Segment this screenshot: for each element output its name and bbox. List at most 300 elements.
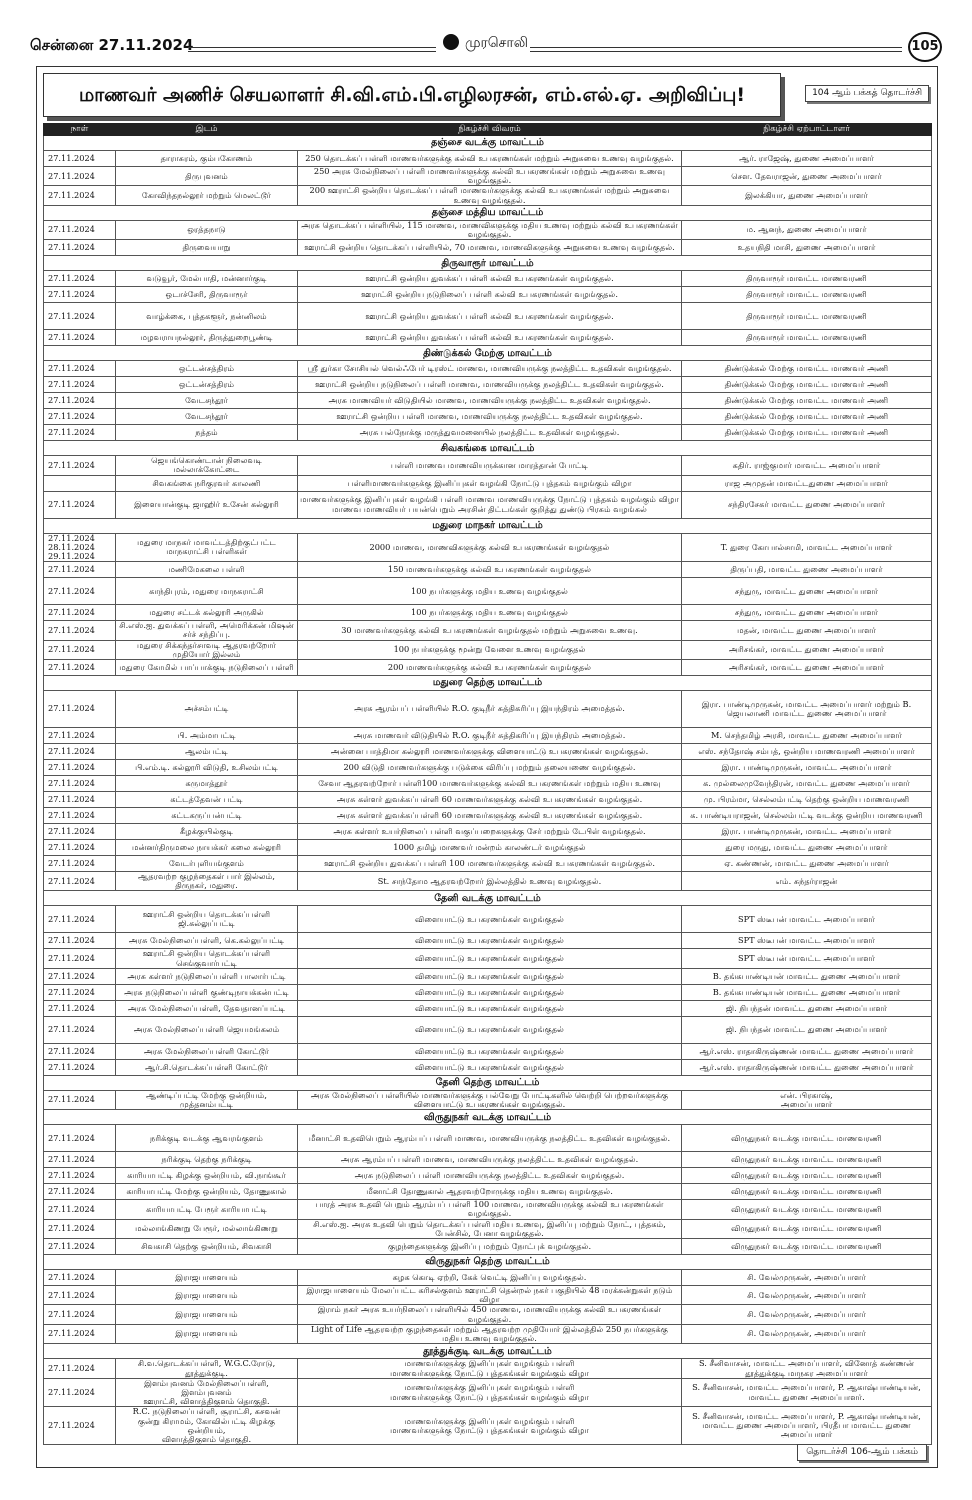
district-name: விருதுநகர் வடக்கு மாவட்டம் bbox=[44, 1110, 932, 1125]
district-header-row bbox=[44, 1110, 932, 1125]
cell-date: 27.11.2024 bbox=[44, 906, 116, 933]
cell-organizer: விருதுநகர் வடக்கு மாவட்ட மாணவரணி bbox=[682, 1168, 932, 1184]
cell-place: ஆலம்பட்டி bbox=[116, 744, 298, 760]
table-row bbox=[44, 744, 932, 760]
cell-place: ஆர்.சி.தொடக்கப்பள்ளி கோட்டூர் bbox=[116, 1059, 298, 1075]
cell-date: 27.11.2024 bbox=[44, 220, 116, 239]
cell-place: ஊராட்சி ஒன்றிய தொடக்கப்பள்ளி செங்குவார்பட்டி bbox=[116, 949, 298, 968]
district-name: தஞ்சை மத்திய மாவட்டம் bbox=[44, 205, 932, 220]
cell-date: 27.11.2024 bbox=[44, 856, 116, 872]
cell-organizer: ஆர்.எஸ். ராதாகிருஷ்ணன் மாவட்ட துணை அமைப்பாளர் bbox=[682, 1043, 932, 1059]
cell-event: அரசு ஆரம்பப் பள்ளியில் R.O. குடிநீர் சுத்திகரிப்பு இயந்திரம் அமைத்தல். bbox=[298, 691, 682, 728]
cell-event: அரசு ஆரம்பப் பள்ளி மாணவ, மாணவியருக்கு நலத்திட்ட உதவிகள் வழங்குதல். bbox=[298, 1152, 682, 1168]
cell-event: இராஜபாளையம் மேலப்பட்ட கரிசல்குளம் ஊராட்சி தென்றல் நகர் பகுதியில் 48 மரக்கன்றுகள் நடும் விழா bbox=[298, 1286, 682, 1305]
cell-event: 200 மாணவர்களுக்கு கல்வி உபகரணங்கள் வழங்குதல் bbox=[298, 660, 682, 676]
cell-date: 27.11.2024 28.11.2024 29.11.2024 bbox=[44, 533, 116, 562]
cell-place: ஒடாச்சேரி, திருவாரூர் bbox=[116, 287, 298, 303]
cell-event: கழக கொடி ஏற்றி, கேக் வெட்டி இனிப்பு வழங்குதல். bbox=[298, 1270, 682, 1286]
cell-event: அரசு கள்ளர் உயர்நிலைப் பள்ளி வகுப்பறைகளுக்கு சேர் மற்றும் டேபிள் வழங்குதல். bbox=[298, 824, 682, 840]
cell-place: அரசு மேல்நிலைப்பள்ளி கோட்டூர் bbox=[116, 1043, 298, 1059]
cell-organizer: க. பாண்டியராஜன், செல்லம்பட்டி வடக்கு ஒன்றிய மாணவரணி bbox=[682, 808, 932, 824]
table-row bbox=[44, 409, 932, 425]
cell-event: அரசு கள்ளர் துவக்கப்பள்ளி 60 மாணவர்களுக்கு கல்வி உபகரணங்கள் வழங்குதல். bbox=[298, 808, 682, 824]
cell-event: சி.எஸ்.ஐ. அரசு உதவி பெறும் தொடக்கப் பள்ளி மதிய உணவு, இனிப்பு மற்றும் நோட், புத்தகம், பேன்சில், பேனா வழங்குதல். bbox=[298, 1219, 682, 1238]
schedule-body bbox=[44, 136, 932, 1445]
cell-place: காரியாபட்டி பேரூர் காரியாபட்டி bbox=[116, 1200, 298, 1219]
table-row bbox=[44, 691, 932, 728]
table-row bbox=[44, 728, 932, 744]
district-name: திண்டுக்கல் மேற்கு மாவட்டம் bbox=[44, 346, 932, 361]
cell-date: 27.11.2024 bbox=[44, 933, 116, 949]
district-name: தேனி வடக்கு மாவட்டம் bbox=[44, 891, 932, 906]
cell-place: வேடசந்தூர் bbox=[116, 409, 298, 425]
cell-date: 27.11.2024 bbox=[44, 491, 116, 518]
cell-date: 27.11.2024 bbox=[44, 1286, 116, 1305]
table-row bbox=[44, 1324, 932, 1343]
cell-organizer: அரிசங்கர், மாவட்ட துணை அமைப்பாளர் bbox=[682, 660, 932, 676]
table-row bbox=[44, 1184, 932, 1200]
cell-date: 27.11.2024 bbox=[44, 1359, 116, 1378]
cell-organizer: S. சீனிவாசன், மாவட்ட அமைப்பாளர், வினோத் கண்ணன் தூத்துக்குடி மாநகர அமைப்பாளர் bbox=[682, 1359, 932, 1378]
table-row bbox=[44, 984, 932, 1000]
cell-date: 27.11.2024 bbox=[44, 621, 116, 640]
masthead-city-date: சென்னை 27.11.2024 bbox=[30, 36, 194, 54]
district-name: தூத்துக்குடி வடக்கு மாவட்டம் bbox=[44, 1344, 932, 1359]
cell-event: மீனாட்சி உதவிபெறும் ஆரம்பப் பள்ளி மாணவ, மாணவியருக்கு நலத்திட்ட உதவிகள் வழங்குதல். bbox=[298, 1125, 682, 1152]
cell-event: அரசு நடுநிலைப் பள்ளி மாணவியருக்கு நலத்திட்ட உதவிகள் வழங்குதல். bbox=[298, 1168, 682, 1184]
cell-place: மன்னர்திருமலை நாயக்கர் கலை கல்லூரி bbox=[116, 840, 298, 856]
table-row bbox=[44, 475, 932, 491]
cell-date: 27.11.2024 bbox=[44, 377, 116, 393]
cell-organizer: சி. வேல்முருகன், அமைப்பாளர் bbox=[682, 1305, 932, 1324]
cell-date: 27.11.2024 bbox=[44, 1270, 116, 1286]
cell-organizer: ஆர். ராஜேஷ், துணை அமைப்பாளர் bbox=[682, 151, 932, 167]
table-row bbox=[44, 425, 932, 441]
table-row bbox=[44, 1219, 932, 1238]
cell-organizer: அரிசங்கர், மாவட்ட துணை அமைப்பாளர் bbox=[682, 640, 932, 659]
cell-place: மல்லாங்கிணறு பேரூர், மல்லாங்கிணறு bbox=[116, 1219, 298, 1238]
table-row bbox=[44, 824, 932, 840]
cell-event: ஊராட்சி ஒன்றிய பள்ளி மாணவ, மாணவியருக்கு நலத்திட்ட உதவிகள் வழங்குதல். bbox=[298, 409, 682, 425]
continued-to-label: தொடர்ச்சி 106-ஆம் பக்கம் bbox=[797, 1444, 927, 1461]
cell-event: ஊராட்சி ஒன்றிய நடுநிலைப் பள்ளி கல்வி உபகரணங்கள் வழங்குதல். bbox=[298, 287, 682, 303]
cell-place: இளம்புவனம் மேல்நிலைப்பள்ளி, இளம்புவனம் ஊராட்சி, விளாத்திகுளம் தொகுதி. bbox=[116, 1378, 298, 1407]
cell-event: அன்னை பாத்திமா கல்லூரி மாணவர்களுக்கு விளையாட்டு உபகரணங்கள் வழங்குதல். bbox=[298, 744, 682, 760]
table-row bbox=[44, 1239, 932, 1255]
cell-date: 27.11.2024 bbox=[44, 1152, 116, 1168]
cell-date: 27.11.2024 bbox=[44, 1219, 116, 1238]
masthead bbox=[30, 32, 942, 62]
masthead-rule-right bbox=[530, 47, 902, 52]
column-header-organizer: நிகழ்ச்சி ஏற்பாட்டாளர் bbox=[682, 124, 932, 136]
cell-organizer: S. சீனிவாசன், மாவட்ட அமைப்பாளர், P. ஆகாஷ்பாண்டியன், மாவட்ட துணை அமைப்பாளர், பிரதீபா மாவட்ட துணை அமைப்பாளர் bbox=[682, 1407, 932, 1445]
cell-place: சி.எஸ்.ஐ. துவக்கப் பள்ளி, அமெரிக்கன் மிஷன் சர்ச் சந்திப்பு. bbox=[116, 621, 298, 640]
table-row bbox=[44, 1270, 932, 1286]
cell-organizer: இரா. பாண்டிமுருகன், மாவட்ட அமைப்பாளர் மற்றும் B. ஜெயலாணி மாவட்ட துணை அமைப்பாளர் bbox=[682, 691, 932, 728]
table-row bbox=[44, 1016, 932, 1043]
cell-date: 27.11.2024 bbox=[44, 640, 116, 659]
cell-date: 27.11.2024 bbox=[44, 1125, 116, 1152]
cell-date: 27.11.2024 bbox=[44, 186, 116, 205]
district-header-row bbox=[44, 891, 932, 906]
table-row bbox=[44, 578, 932, 605]
cell-organizer: க. முல்லைமுவேந்திரன், மாவட்ட துணை அமைப்பாளர் bbox=[682, 776, 932, 792]
cell-place: பி. அம்மாபட்டி bbox=[116, 728, 298, 744]
column-header-date: நாள் bbox=[44, 124, 116, 136]
district-header-row bbox=[44, 1344, 932, 1359]
table-row bbox=[44, 220, 932, 239]
district-header-row bbox=[44, 136, 932, 151]
cell-date: 27.11.2024 bbox=[44, 984, 116, 1000]
cell-event: 250 தொடக்கப் பள்ளி மாணவர்களுக்கு கல்வி உபகரணங்கள் மற்றும் அறுசுவை உணவு வழங்குதல். bbox=[298, 151, 682, 167]
table-row bbox=[44, 1407, 932, 1445]
cell-place: ஆண்டிப்பட்டி மேற்கு ஒன்றியம், முத்தனம்பட்டி bbox=[116, 1090, 298, 1109]
cell-place: மணிமேகலை பள்ளி bbox=[116, 562, 298, 578]
table-row bbox=[44, 1200, 932, 1219]
cell-place: ஒட்டன்சத்திரம் bbox=[116, 361, 298, 377]
table-row bbox=[44, 933, 932, 949]
table-row bbox=[44, 1125, 932, 1152]
masthead-rule-left bbox=[188, 47, 436, 52]
district-header-row bbox=[44, 346, 932, 361]
cell-organizer: திருவாரூர் மாவட்ட மாணவரணி bbox=[682, 330, 932, 346]
table-row bbox=[44, 856, 932, 872]
table-row bbox=[44, 533, 932, 562]
cell-event: விளையாட்டு உபகரணங்கள் வழங்குதல் bbox=[298, 1059, 682, 1075]
table-row bbox=[44, 1000, 932, 1016]
cell-date: 27.11.2024 bbox=[44, 872, 116, 891]
table-row bbox=[44, 377, 932, 393]
continued-from-label: 104 ஆம் பக்கத் தொடர்ச்சி bbox=[805, 85, 929, 102]
table-row bbox=[44, 760, 932, 776]
cell-place: தாராசுரம், கும்பகோணம் bbox=[116, 151, 298, 167]
cell-event: 1000 தமிழ் மாணவர் மன்றம் காலண்டர் வழங்குதல் bbox=[298, 840, 682, 856]
table-row bbox=[44, 1168, 932, 1184]
cell-event: சேவா ஆதரவற்றோர் பள்ளி100 மாணவர்களுக்கு கல்வி உபகரணங்கள் மற்றும் மதிய உணவு bbox=[298, 776, 682, 792]
cell-place: இராஜபாளையம் bbox=[116, 1270, 298, 1286]
cell-organizer: விருதுநகர் வடக்கு மாவட்ட மாணவரணி bbox=[682, 1184, 932, 1200]
table-row bbox=[44, 240, 932, 256]
cell-organizer: ம. ஆனந், துணை அமைப்பாளர் bbox=[682, 220, 932, 239]
cell-event: அரசு மாணவியர் விடுதியில் மாணவ, மாணவியருக்கு நலத்திட்ட உதவிகள் வழங்குதல். bbox=[298, 393, 682, 409]
cell-date: 27.11.2024 bbox=[44, 287, 116, 303]
cell-event: மீனாட்சி தோணுகால் ஆதரவற்றோருக்கு மதிய உணவு வழங்குதல். bbox=[298, 1184, 682, 1200]
cell-place: நரிக்குடி தெற்கு நரிக்குடி bbox=[116, 1152, 298, 1168]
cell-event: 100 நபர்களுக்கு மூன்று வேளை உணவு வழங்குதல் bbox=[298, 640, 682, 659]
cell-place: அரசு மேல்நிலைப்பள்ளி, தேவதானப்பட்டி bbox=[116, 1000, 298, 1016]
cell-place: வேடர்புளியங்குளம் bbox=[116, 856, 298, 872]
cell-organizer: திருப்பதி, மாவட்ட துணை அமைப்பாளர் bbox=[682, 562, 932, 578]
cell-event: மாணவர்களுக்கு இனிப்புகள் வழங்கும் பள்ளி மாணவர்களுக்கு நோட்டு புத்தகங்கள் வழங்கும் விழா bbox=[298, 1407, 682, 1445]
cell-organizer: இரா. பாண்டிமுருகன், மாவட்ட அமைப்பாளர் bbox=[682, 760, 932, 776]
cell-date: 27.11.2024 bbox=[44, 1168, 116, 1184]
cell-date: 27.11.2024 bbox=[44, 968, 116, 984]
table-row bbox=[44, 1286, 932, 1305]
cell-organizer: சி. வேல்முருகன், அமைப்பாளர் bbox=[682, 1286, 932, 1305]
cell-organizer: எம். சுந்தர்ராஜன் bbox=[682, 872, 932, 891]
cell-organizer: விருதுநகர் வடக்கு மாவட்ட மாணவரணி bbox=[682, 1239, 932, 1255]
cell-date: 27.11.2024 bbox=[44, 808, 116, 824]
cell-place: அரசு மேல்நிலைப்பள்ளி ஜெயமங்கலம் bbox=[116, 1016, 298, 1043]
cell-organizer: T. துரை கோபால்சாமி, மாவட்ட அமைப்பாளர் bbox=[682, 533, 932, 562]
cell-place: சி.வ.தொடக்கப்பள்ளி, W.G.C.ரோடு, தூத்துக்குடி. bbox=[116, 1359, 298, 1378]
cell-event: விளையாட்டு உபகரணங்கள் வழங்குதல் bbox=[298, 984, 682, 1000]
cell-organizer: விருதுநகர் வடக்கு மாவட்ட மாணவரணி bbox=[682, 1200, 932, 1219]
cell-organizer: சந்துரு, மாவட்ட துணை அமைப்பாளர் bbox=[682, 578, 932, 605]
cell-date: 27.11.2024 bbox=[44, 1043, 116, 1059]
table-row bbox=[44, 840, 932, 856]
cell-organizer: துரை மருது, மாவட்ட துணை அமைப்பாளர் bbox=[682, 840, 932, 856]
headline-box bbox=[43, 73, 781, 117]
cell-place: காரியாபட்டி கிழக்கு ஒன்றியம், வி.நாங்கூர் bbox=[116, 1168, 298, 1184]
cell-organizer: SPT ஸ்டீபன் மாவட்ட அமைப்பாளர் bbox=[682, 949, 932, 968]
table-row bbox=[44, 640, 932, 659]
cell-organizer: இலக்கியா, துணை அமைப்பாளர் bbox=[682, 186, 932, 205]
cell-organizer: திருவாரூர் மாவட்ட மாணவரணி bbox=[682, 271, 932, 287]
cell-event: அரசு கள்ளர் துவக்கப்பள்ளி 60 மாணவர்களுக்கு கல்வி உபகரணங்கள் வழங்குதல். bbox=[298, 792, 682, 808]
cell-date: 27.11.2024 bbox=[44, 330, 116, 346]
district-name: மதுரை தெற்கு மாவட்டம் bbox=[44, 676, 932, 691]
cell-event: அரசு மாணவர் விடுதியில் R.O. குடிநீர் சுத்திகரிப்பு இயந்திரம் அமைத்தல். bbox=[298, 728, 682, 744]
cell-date: 27.11.2024 bbox=[44, 1200, 116, 1219]
table-row bbox=[44, 271, 932, 287]
table-row bbox=[44, 1090, 932, 1109]
table-row bbox=[44, 1305, 932, 1324]
cell-organizer: எஸ். சந்தோஷ் சம்பத், ஒன்றிய மாணவரணி அமைப்பாளர் bbox=[682, 744, 932, 760]
cell-organizer: திருவாரூர் மாவட்ட மாணவரணி bbox=[682, 287, 932, 303]
cell-date bbox=[44, 475, 116, 491]
cell-event: பள்ளிமாணவர்களுக்கு இனிப்புகள் வழங்கி நோட்டு புத்தகம் வழங்கும் விழா bbox=[298, 475, 682, 491]
cell-place: ஒரத்தநாடு bbox=[116, 220, 298, 239]
cell-date: 27.11.2024 bbox=[44, 361, 116, 377]
masthead-paper-name bbox=[443, 34, 528, 53]
cell-organizer: என். பிரகாஷ், அமைப்பாளர் bbox=[682, 1090, 932, 1109]
cell-place: R.C. நடுநிலைப்பள்ளி, சூராட்சி, கசவன் குன்று கிராமம், கோவில்பட்டி கிழக்கு ஒன்றியம், விளாத்திகுளம் தொகுதி. bbox=[116, 1407, 298, 1445]
cell-place: நரிக்குடி வடக்கு ஆவரங்குளம் bbox=[116, 1125, 298, 1152]
cell-organizer: கதிர். ராஜ்குமார் மாவட்ட அமைப்பாளர் bbox=[682, 456, 932, 475]
cell-place: சிவகாசி தெற்கு ஒன்றியம், சிவகாசி bbox=[116, 1239, 298, 1255]
cell-date: 27.11.2024 bbox=[44, 840, 116, 856]
cell-date: 27.11.2024 bbox=[44, 271, 116, 287]
cell-organizer: விருதுநகர் வடக்கு மாவட்ட மாணவரணி bbox=[682, 1125, 932, 1152]
cell-place: திருவையாறு bbox=[116, 240, 298, 256]
cell-organizer: ஜி. நிபந்தன் மாவட்ட துணை அமைப்பாளர் bbox=[682, 1000, 932, 1016]
cell-organizer: இரா. பாண்டிமுருகன், மாவட்ட அமைப்பாளர் bbox=[682, 824, 932, 840]
cell-date: 27.11.2024 bbox=[44, 1378, 116, 1407]
cell-organizer: திண்டுக்கல் மேற்கு மாவட்ட மாணவர் அணி bbox=[682, 377, 932, 393]
cell-organizer: திண்டுக்கல் மேற்கு மாவட்ட மாணவர் அணி bbox=[682, 393, 932, 409]
table-row bbox=[44, 287, 932, 303]
cell-date: 27.11.2024 bbox=[44, 1239, 116, 1255]
cell-date: 27.11.2024 bbox=[44, 760, 116, 776]
cell-date: 27.11.2024 bbox=[44, 456, 116, 475]
cell-place: கட்டகருப்பன்பட்டி bbox=[116, 808, 298, 824]
cell-place: இளையான்குடி ஜாஹிர் உசேன் கல்லூரி bbox=[116, 491, 298, 518]
cell-place: அரசு கள்ளர் நடுநிலைப்பள்ளி பாலார்பட்டி bbox=[116, 968, 298, 984]
table-row bbox=[44, 776, 932, 792]
cell-place: இராஜபாளையம் bbox=[116, 1286, 298, 1305]
cell-place: சிவகங்கை நரிகுரவர் காலணி bbox=[116, 475, 298, 491]
table-row bbox=[44, 1359, 932, 1378]
district-name: மதுரை மாநகர் மாவட்டம் bbox=[44, 518, 932, 533]
cell-date: 27.11.2024 bbox=[44, 562, 116, 578]
cell-place: ஒட்டன்சத்திரம் bbox=[116, 377, 298, 393]
cell-place: மழவராயநல்லூர், திருத்துறைபூண்டி bbox=[116, 330, 298, 346]
cell-date: 27.11.2024 bbox=[44, 776, 116, 792]
cell-place: கோவிந்தநல்லூர் மற்றும் மெலட்டூர் bbox=[116, 186, 298, 205]
table-header-row bbox=[44, 124, 932, 136]
cell-organizer: B. தங்கபாண்டியன் மாவட்ட துணை அமைப்பாளர் bbox=[682, 984, 932, 1000]
cell-event: St. சாந்தோம ஆதரவற்றோர் இல்லத்தில் உணவு வழங்குதல். bbox=[298, 872, 682, 891]
cell-event: பாரத் அரசு உதவி பெறும் ஆரம்பப் பள்ளி 100 மாணவ, மாணவியருக்கு கல்வி உபகரணங்கள் வழங்குதல். bbox=[298, 1200, 682, 1219]
cell-place: ஊராட்சி ஒன்றிய தொடக்கப்பள்ளி ஜி.கல்லுப்பட்டி bbox=[116, 906, 298, 933]
cell-event: மாணவர்களுக்கு இனிப்புகள் வழங்கும் பள்ளி மாணவர்களுக்கு நோட்டு புத்தகங்கள் வழங்கும் விழா bbox=[298, 1359, 682, 1378]
district-name: தஞ்சை வடக்கு மாவட்டம் bbox=[44, 136, 932, 151]
cell-organizer: திண்டுக்கல் மேற்கு மாவட்ட மாணவர் அணி bbox=[682, 425, 932, 441]
table-row bbox=[44, 621, 932, 640]
cell-date: 27.11.2024 bbox=[44, 1305, 116, 1324]
table-row bbox=[44, 605, 932, 621]
table-row bbox=[44, 393, 932, 409]
cell-organizer: SPT ஸ்டீபன் மாவட்ட அமைப்பாளர் bbox=[682, 906, 932, 933]
table-row bbox=[44, 491, 932, 518]
table-row bbox=[44, 968, 932, 984]
cell-date: 27.11.2024 bbox=[44, 1000, 116, 1016]
cell-place: இராஜபாளையம் bbox=[116, 1305, 298, 1324]
cell-date: 27.11.2024 bbox=[44, 949, 116, 968]
cell-date: 27.11.2024 bbox=[44, 824, 116, 840]
cell-date: 27.11.2024 bbox=[44, 425, 116, 441]
cell-place: இராஜபாளையம் bbox=[116, 1324, 298, 1343]
cell-place: ஆதரவற்ற குழந்தைகள் பார் இல்லம், திருநகர், மதுரை. bbox=[116, 872, 298, 891]
district-name: சிவகங்கை மாவட்டம் bbox=[44, 441, 932, 456]
cell-date: 27.11.2024 bbox=[44, 792, 116, 808]
cell-organizer: உதயநிதி மாசி, துணை அமைப்பாளர் bbox=[682, 240, 932, 256]
cell-date: 27.11.2024 bbox=[44, 744, 116, 760]
cell-date: 27.11.2024 bbox=[44, 1016, 116, 1043]
cell-place: காரியாபட்டி மேற்கு ஒன்றியம், தோணுகால் bbox=[116, 1184, 298, 1200]
cell-place: பி.எம்.டி. கல்லூரி விடுதி, உசிலம்பட்டி bbox=[116, 760, 298, 776]
cell-organizer: செள. தேவராஜன், துணை அமைப்பாளர் bbox=[682, 167, 932, 186]
table-row bbox=[44, 1152, 932, 1168]
cell-date: 27.11.2024 bbox=[44, 393, 116, 409]
cell-event: பள்ளி மாணவ மாணவியருக்கான மாரத்தான் போட்டி bbox=[298, 456, 682, 475]
cell-event: 150 மாணவர்களுக்கு கல்வி உபகரணங்கள் வழங்குதல் bbox=[298, 562, 682, 578]
cell-organizer: சந்துரு, மாவட்ட துணை அமைப்பாளர் bbox=[682, 605, 932, 621]
cell-organizer: சி. வேல்முருகன், அமைப்பாளர் bbox=[682, 1324, 932, 1343]
cell-place: மதுரை சட்டக் கல்லூரி அருகில் bbox=[116, 605, 298, 621]
district-header-row bbox=[44, 205, 932, 220]
cell-event: விளையாட்டு உபகரணங்கள் வழங்குதல் bbox=[298, 1016, 682, 1043]
table-row bbox=[44, 167, 932, 186]
cell-date: 27.11.2024 bbox=[44, 691, 116, 728]
cell-organizer: ராஜ அமுதன் மாவட்டதுணை அமைப்பாளர் bbox=[682, 475, 932, 491]
district-header-row bbox=[44, 256, 932, 271]
cell-place: ஜெயங்கொண்டான் நிலைவடி மல்லாக்கோட்டை bbox=[116, 456, 298, 475]
cell-event: 200 விடுதி மாணவர்களுக்கு படுக்கை விரிப்பு மற்றும் தலையணை வழங்குதல். bbox=[298, 760, 682, 776]
cell-event: ஊராட்சி ஒன்றிய துவக்கப் பள்ளி கல்வி உபகரணங்கள் வழங்குதல். bbox=[298, 271, 682, 287]
table-row bbox=[44, 151, 932, 167]
cell-date: 27.11.2024 bbox=[44, 1059, 116, 1075]
cell-place: மதுரை மாநகர் மாவட்டத்திற்குட்பட்ட மாநகராட்சி பள்ளிகள் bbox=[116, 533, 298, 562]
cell-place: வேடசந்தூர் bbox=[116, 393, 298, 409]
district-header-row bbox=[44, 441, 932, 456]
table-row bbox=[44, 660, 932, 676]
cell-event: மாணவர்களுக்கு இனிப்புகள் வழங்கும் பள்ளி மாணவர்களுக்கு நோட்டு புத்தகங்கள் வழங்கும் விழா bbox=[298, 1378, 682, 1407]
table-row bbox=[44, 330, 932, 346]
cell-event: 200 ஊராட்சி ஒன்றிய தொடக்கப் பள்ளி மாணவர்களுக்கு கல்வி உபகரணங்கள் மற்றும் அறுசுவை உணவு வழங்குதல். bbox=[298, 186, 682, 205]
cell-place: அச்சம்பட்டி bbox=[116, 691, 298, 728]
cell-event: 30 மாணவர்களுக்கு கல்வி உபகரணங்கள் வழங்குதல் மற்றும் அறுசுவை உணவு. bbox=[298, 621, 682, 640]
cell-event: ஊராட்சி ஒன்றிய துவக்கப் பள்ளி 100 மாணவர்களுக்கு கல்வி உபகரணங்கள் வழங்குதல். bbox=[298, 856, 682, 872]
cell-event: 100 நபர்களுக்கு மதிய உணவு வழங்குதல் bbox=[298, 605, 682, 621]
table-row bbox=[44, 792, 932, 808]
cell-date: 27.11.2024 bbox=[44, 605, 116, 621]
cell-event: அரசு மேல்நிலைப் பள்ளியில் மாணவர்களுக்கு பல்வேறு போட்டிகளில் வெற்றி பெற்றவர்களுக்கு விளையாட்டு உபகரணங்கள் வழங்குதல். bbox=[298, 1090, 682, 1109]
district-name: தேனி தெற்கு மாவட்டம் bbox=[44, 1075, 932, 1090]
cell-event: விளையாட்டு உபகரணங்கள் வழங்குதல் bbox=[298, 1000, 682, 1016]
cell-event: குழந்தைகளுக்கு இனிப்பு மற்றும் நோட்புக் வழங்குதல். bbox=[298, 1239, 682, 1255]
cell-date: 27.11.2024 bbox=[44, 167, 116, 186]
cell-event: மாணவர்களுக்கு இனிப்புகள் வழங்கி பள்ளி மாணவ மாணவியருக்கு நோட்டு புத்தகம் வழங்கும் விழா மாணவ மாணவியர் பயன்பெறும் அரசின் திட்டங்கள் குறித்து துண்டு பிரசும் வழங்கல் bbox=[298, 491, 682, 518]
district-name: விருதுநகர் தெற்கு மாவட்டம் bbox=[44, 1255, 932, 1270]
cell-event: Light of Life ஆதரவற்ற குழந்தைகள் மற்றும் ஆதரவற்ற முதியோர் இல்லத்தில் 250 நபர்களுக்கு மதிய உணவு வழங்குதல். bbox=[298, 1324, 682, 1343]
district-header-row bbox=[44, 676, 932, 691]
paper-logo-icon bbox=[443, 34, 459, 50]
cell-organizer: S. சீனிவாசன், மாவட்ட அமைப்பாளர், P. ஆகாஷ்பாண்டியன், மாவட்ட துணை அமைப்பாளர். bbox=[682, 1378, 932, 1407]
cell-date: 27.11.2024 bbox=[44, 1407, 116, 1445]
table-row bbox=[44, 949, 932, 968]
cell-organizer: B. தங்கபாண்டியன் மாவட்ட துணை அமைப்பாளர் bbox=[682, 968, 932, 984]
column-header-event: நிகழ்ச்சி விவரம் bbox=[298, 124, 682, 136]
cell-event: அரசு தொடக்கப் பள்ளியில், 115 மாணவ, மாணவிகளுக்கு மதிய உணவு மற்றும் கல்வி உபகரணங்கள் வழங்குதல். bbox=[298, 220, 682, 239]
cell-place: அரசு மேல்நிலைப்பள்ளி, கெ.கல்லுப்பட்டி bbox=[116, 933, 298, 949]
cell-organizer: திருவாரூர் மாவட்ட மாணவரணி bbox=[682, 303, 932, 330]
cell-event: விளையாட்டு உபகரணங்கள் வழங்குதல் bbox=[298, 906, 682, 933]
cell-place: அரசு நடுநிலைப்பள்ளி குண்டிநாயக்கன்பட்டி bbox=[116, 984, 298, 1000]
cell-event: 250 அரசு மேல்நிலைப் பள்ளி மாணவர்களுக்கு கல்வி உபகரணங்கள் மற்றும் அறுசுவை உணவு வழங்குதல். bbox=[298, 167, 682, 186]
cell-place: கீழக்குயில்குடி bbox=[116, 824, 298, 840]
cell-organizer: ஆர்.எஸ். ராதாகிருஷ்ணன் மாவட்ட துணை அமைப்பாளர் bbox=[682, 1059, 932, 1075]
table-row bbox=[44, 186, 932, 205]
headline: மாணவர் அணிச் செயலாளர் சி.வி.எம்.பி.எழிலரசன், எம்.எல்.ஏ. அறிவிப்பு! bbox=[78, 84, 746, 106]
cell-organizer: மதன், மாவட்ட துணை அமைப்பாளர் bbox=[682, 621, 932, 640]
table-row bbox=[44, 808, 932, 824]
district-header-row bbox=[44, 1255, 932, 1270]
cell-date: 27.11.2024 bbox=[44, 1090, 116, 1109]
table-row bbox=[44, 562, 932, 578]
table-row bbox=[44, 303, 932, 330]
cell-place: வாழ்க்கை, புத்தகளூர், நன்னிலம் bbox=[116, 303, 298, 330]
cell-date: 27.11.2024 bbox=[44, 303, 116, 330]
cell-event: விளையாட்டு உபகரணங்கள் வழங்குதல் bbox=[298, 968, 682, 984]
cell-place: வடுவூர், மேல்பாதி, மன்னார்குடி bbox=[116, 271, 298, 287]
cell-event: அரசு பல்நோக்கு மருத்துவமனையில் நலத்திட்ட உதவிகள் வழங்குதல். bbox=[298, 425, 682, 441]
schedule-table bbox=[43, 123, 932, 1445]
page-number: 105 bbox=[908, 32, 942, 62]
cell-place: மதுரை சிக்கந்தர்சாவடி ஆதரவற்றோர் முதியோர் இல்லம் bbox=[116, 640, 298, 659]
cell-event: ஸ்ரீ துர்கா சோசியல் வெல்ஃபேர் டிரஸ்ட் மாணவ, மாணவியருக்கு நலத்திட்ட உதவிகள் வழங்குதல். bbox=[298, 361, 682, 377]
cell-organizer: SPT ஸ்டீபன் மாவட்ட அமைப்பாளர் bbox=[682, 933, 932, 949]
table-row bbox=[44, 906, 932, 933]
cell-organizer: மு. பிரம்மா, செல்லம்பட்டி தெற்கு ஒன்றிய மாணவரணி bbox=[682, 792, 932, 808]
cell-event: ஊராட்சி ஒன்றிய தொடக்கப் பள்ளியில், 70 மாணவ, மாணவிகளுக்கு அறுசுவை உணவு வழங்குதல். bbox=[298, 240, 682, 256]
cell-date: 27.11.2024 bbox=[44, 728, 116, 744]
column-header-place: இடம் bbox=[116, 124, 298, 136]
cell-date: 27.11.2024 bbox=[44, 1324, 116, 1343]
cell-organizer: சி. வேல்முருகன், அமைப்பாளர் bbox=[682, 1270, 932, 1286]
cell-organizer: ஜி. நிபந்தன் மாவட்ட துணை அமைப்பாளர் bbox=[682, 1016, 932, 1043]
